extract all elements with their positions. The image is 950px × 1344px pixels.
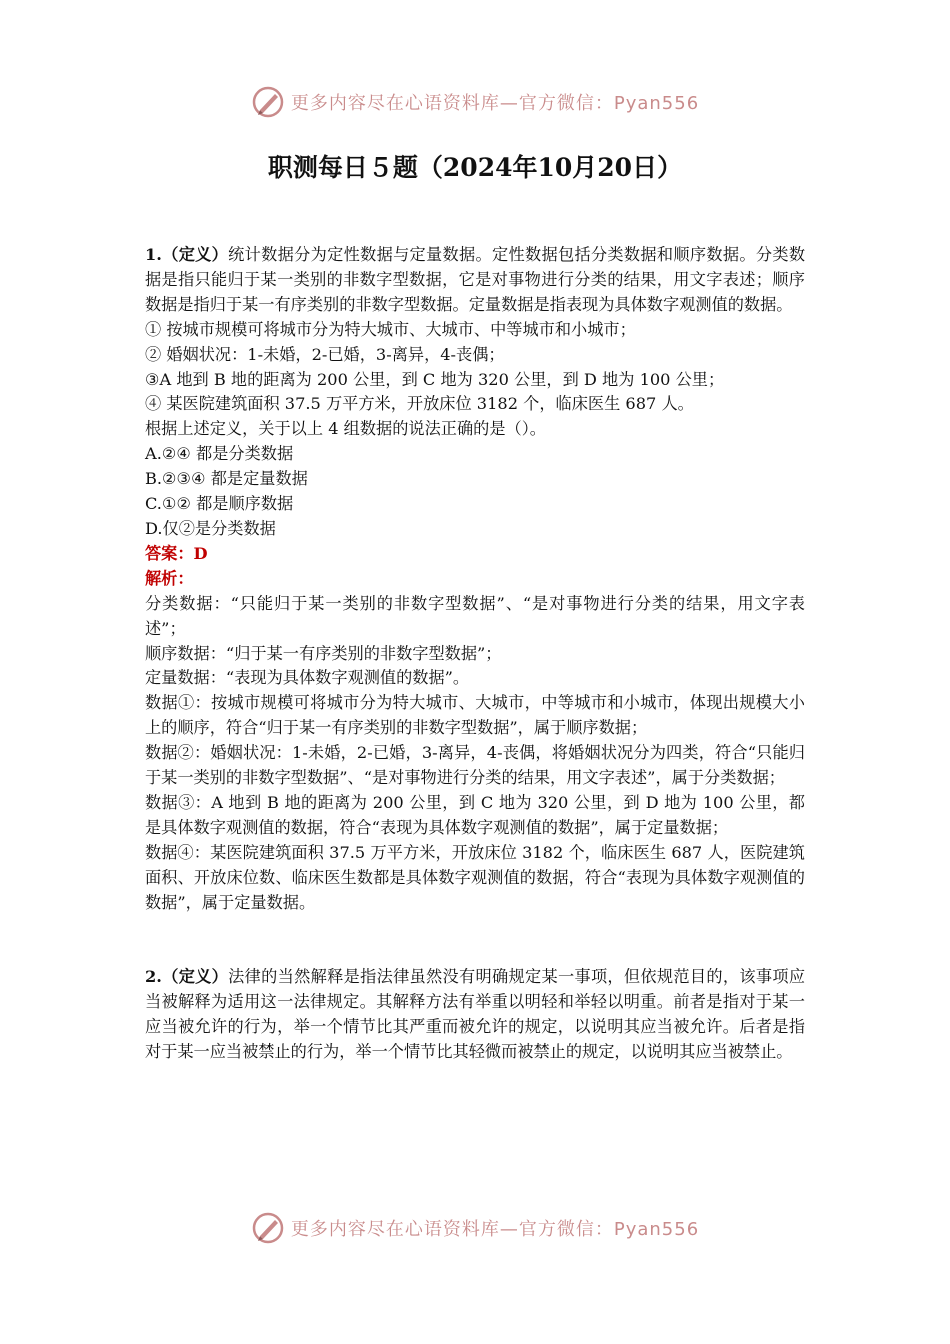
q1-item-4: ④ 某医院建筑面积 37.5 万平方米，开放床位 3182 个，临床医生 687 人。 [145,394,694,414]
banner-text: 更多内容尽在心语资料库—官方微信：Pyan556 [290,1219,700,1240]
q1-type: （定义） [161,245,229,264]
q1-analysis-3: 定量数据：“表现为具体数字观测值的数据”。 [145,668,470,688]
pen-logo-icon [251,1211,285,1245]
q1-analysis-4: 数据①：按城市规模可将城市分为特大城市、大城市，中等城市和小城市，体现出规模大小上的顺序，符合“归于某一有序类别的非数字型数据”，属于顺序数据； [145,693,805,738]
banner-text: 更多内容尽在心语资料库—官方微信：Pyan556 [290,93,700,114]
q1-option-a: A.②④ 都是分类数据 [145,444,294,464]
footer-banner [0,1208,950,1248]
q1-analysis-2: 顺序数据：“归于某一有序类别的非数字型数据”； [145,643,502,663]
header-banner [0,82,950,122]
q1-analysis-1: 分类数据：“只能归于某一类别的非数字型数据”、“是对事物进行分类的结果，用文字表述”； [145,593,805,638]
q1-option-d: D.仅②是分类数据 [145,518,276,538]
q1-item-2: ② 婚姻状况：1-未婚，2-已婚，3-离异，4-丧偶； [145,344,505,364]
q1-analysis-label: 解析： [145,568,194,588]
q1-analysis-7: 数据④：某医院建筑面积 37.5 万平方米，开放床位 3182 个，临床医生 687 人，医院建筑面积、开放床位数、临床医生数都是具体数字观测值的数据，符合“表现为具体数字观测值的数据”，属于定量数据。 [145,842,805,912]
q1-item-1: ① 按城市规模可将城市分为特大城市、大城市、中等城市和小城市； [145,319,636,339]
q1-question: 根据上述定义，关于以上 4 组数据的说法正确的是（）。 [145,419,546,439]
pen-logo-icon [251,85,285,119]
q2-stem [145,965,805,1065]
question-content [145,243,805,1065]
q2-definition: 法律的当然解释是指法律虽然没有明确规定某一事项，但依规范目的，该事项应当被解释为适用这一法律规定。其解释方法有举重以明轻和举轻以明重。前者是指对于某一应当被允许的行为，举一个情节比其严重而被允许的规定，以说明其应当被允许。后者是指对于某一应当被禁止的行为，举一个情节比其轻微而被禁止的规定，以说明其应当被禁止。 [145,967,806,1062]
q1-option-b: B.②③④ 都是定量数据 [145,469,308,489]
q1-option-c: C.①② 都是顺序数据 [145,494,294,514]
q1-analysis-5: 数据②：婚姻状况：1-未婚，2-已婚，3-离异，4-丧偶，将婚姻状况分为四类，符合“只能归于某一类别的非数字型数据”、“是对事物进行分类的结果，用文字表述”，属于分类数据； [145,743,805,788]
q1-item-3: ③A 地到 B 地的距离为 200 公里，到 C 地为 320 公里，到 D 地为 100 公里； [145,369,725,389]
page-title: 职测每日５题（2024年10月20日） [267,153,683,182]
q2-type: （定义） [161,967,229,987]
spacer [145,915,805,965]
q2-number: 2. [145,967,162,987]
q1-stem [145,243,805,318]
q1-answer: 答案：D [145,543,208,563]
q1-analysis-6: 数据③：A 地到 B 地的距离为 200 公里，到 C 地为 320 公里，到 D 地为 100 公里，都是具体数字观测值的数据，符合“表现为具体数字观测值的数据”，属于定量数据； [145,792,805,837]
q1-number: 1. [145,245,162,264]
q1-definition: 统计数据分为定性数据与定量数据。定性数据包括分类数据和顺序数据。分类数据是指只能归于某一类别的非数字型数据，它是对事物进行分类的结果，用文字表述；顺序数据是指归于某一有序类别的非数字型数据。定量数据是指表现为具体数字观测值的数据。 [145,245,806,314]
